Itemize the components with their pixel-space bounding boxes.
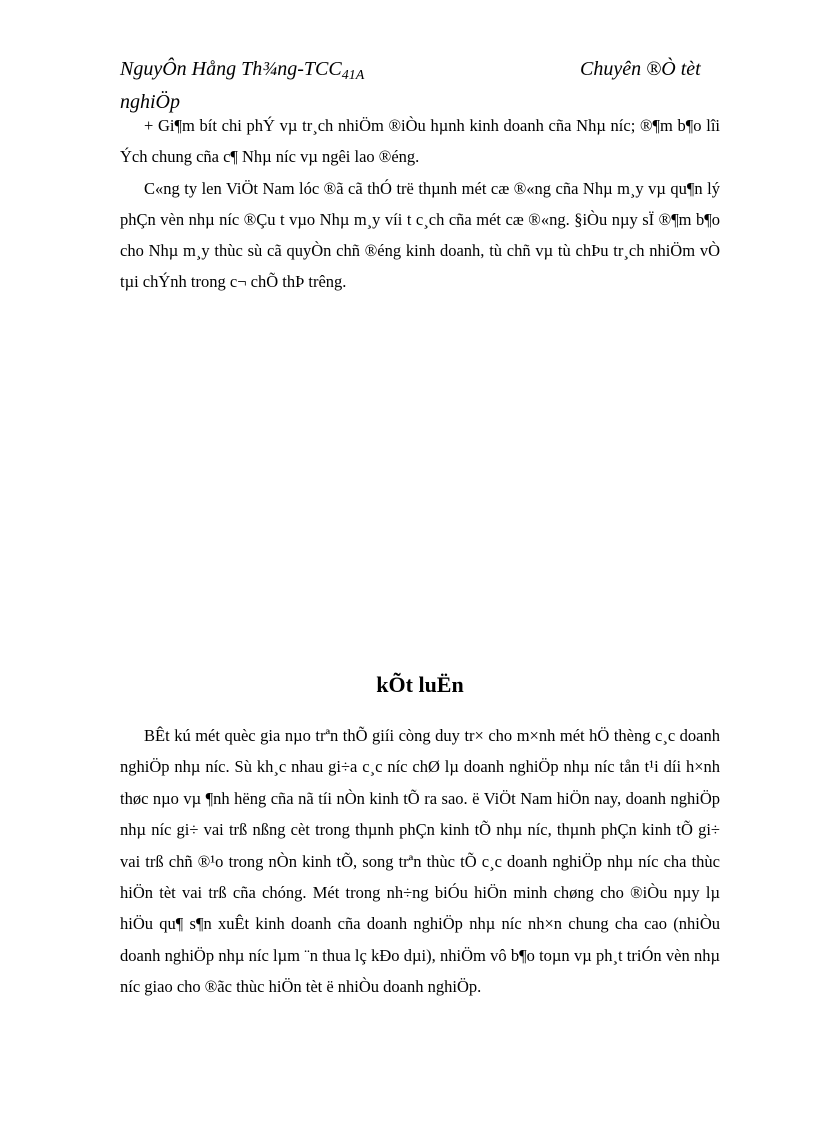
paragraph-reduce-costs: + Gi¶m bít chi phÝ vµ tr¸ch nhiÖm ®iÒu hµnh kinh doanh cña Nhµ níc; ®¶m b¶o lîi Ých chung cña c¶ Nhµ níc vµ ngêi lao ®éng. [120, 116, 720, 166]
paragraph-conclusion: BÊt kú mét quèc gia nµo trªn thÕ giíi còng duy tr× cho m×nh mét hÖ thèng c¸c doanh nghiÖp nhµ níc. Sù kh¸c nhau gi÷a c¸c níc chØ lµ doanh nghiÖp nhµ níc tån t¹i díi h×nh thøc nµo vµ ¶nh hëng cña nã tíi nÒn kinh tÕ ra sao. ë ViÖt Nam hiÖn nay, doanh nghiÖp nhµ níc gi÷ vai trß nßng cèt trong thµnh phÇn kinh tÕ nhµ níc, thµnh phÇn kinh tÕ gi÷ vai trß chñ ®¹o trong nÒn kinh tÕ, song trªn thùc tÕ c¸c doanh nghiÖp nhµ níc cha thùc hiÖn tèt vai trß cña chóng. Mét trong nh÷ng biÓu hiÖn minh chøng cho ®iÒu nµy lµ hiÖu qu¶ s¶n xuÊt kinh doanh cña doanh nghiÖp nhµ níc nh×n chung cha cao (nhiÒu doanh nghiÖp nhµ níc lµm ¨n thua lç kÐo dµi), nhiÖm vô b¶o toµn vµ ph¸t triÓn vèn nhµ níc giao cho ®ãc thùc hiÖn tèt ë nhiÒu doanh nghiÖp. [120, 726, 720, 997]
header-author-line2: nghiÖp [120, 91, 180, 113]
header-author [120, 56, 420, 115]
paragraph-company-shareholder: C«ng ty len ViÖt Nam lóc ®ã cã thÓ trë thµnh mét cæ ®«ng cña Nhµ m¸y vµ qu¶n lý phÇn vèn nhµ níc ®Çu t vµo Nhµ m¸y víi t c¸ch cña mét cæ ®«ng. §iÒu nµy sÏ ®¶m b¶o cho Nhµ m¸y thùc sù cã quyÒn chñ ®éng kinh doanh, tù chñ vµ tù chÞu tr¸ch nhiÖm vÒ tµi chÝnh trong c¬ chÕ thÞ trêng. [120, 179, 720, 291]
header-author-name: NguyÔn Hång Th¾ng-TCC [120, 58, 342, 80]
header-author-subscript: 41A [341, 68, 365, 83]
section-heading-conclusion: kÕt luËn [376, 672, 464, 697]
header-topic: Chuyên ®Ò tèt [580, 58, 701, 80]
page-header [120, 56, 720, 112]
